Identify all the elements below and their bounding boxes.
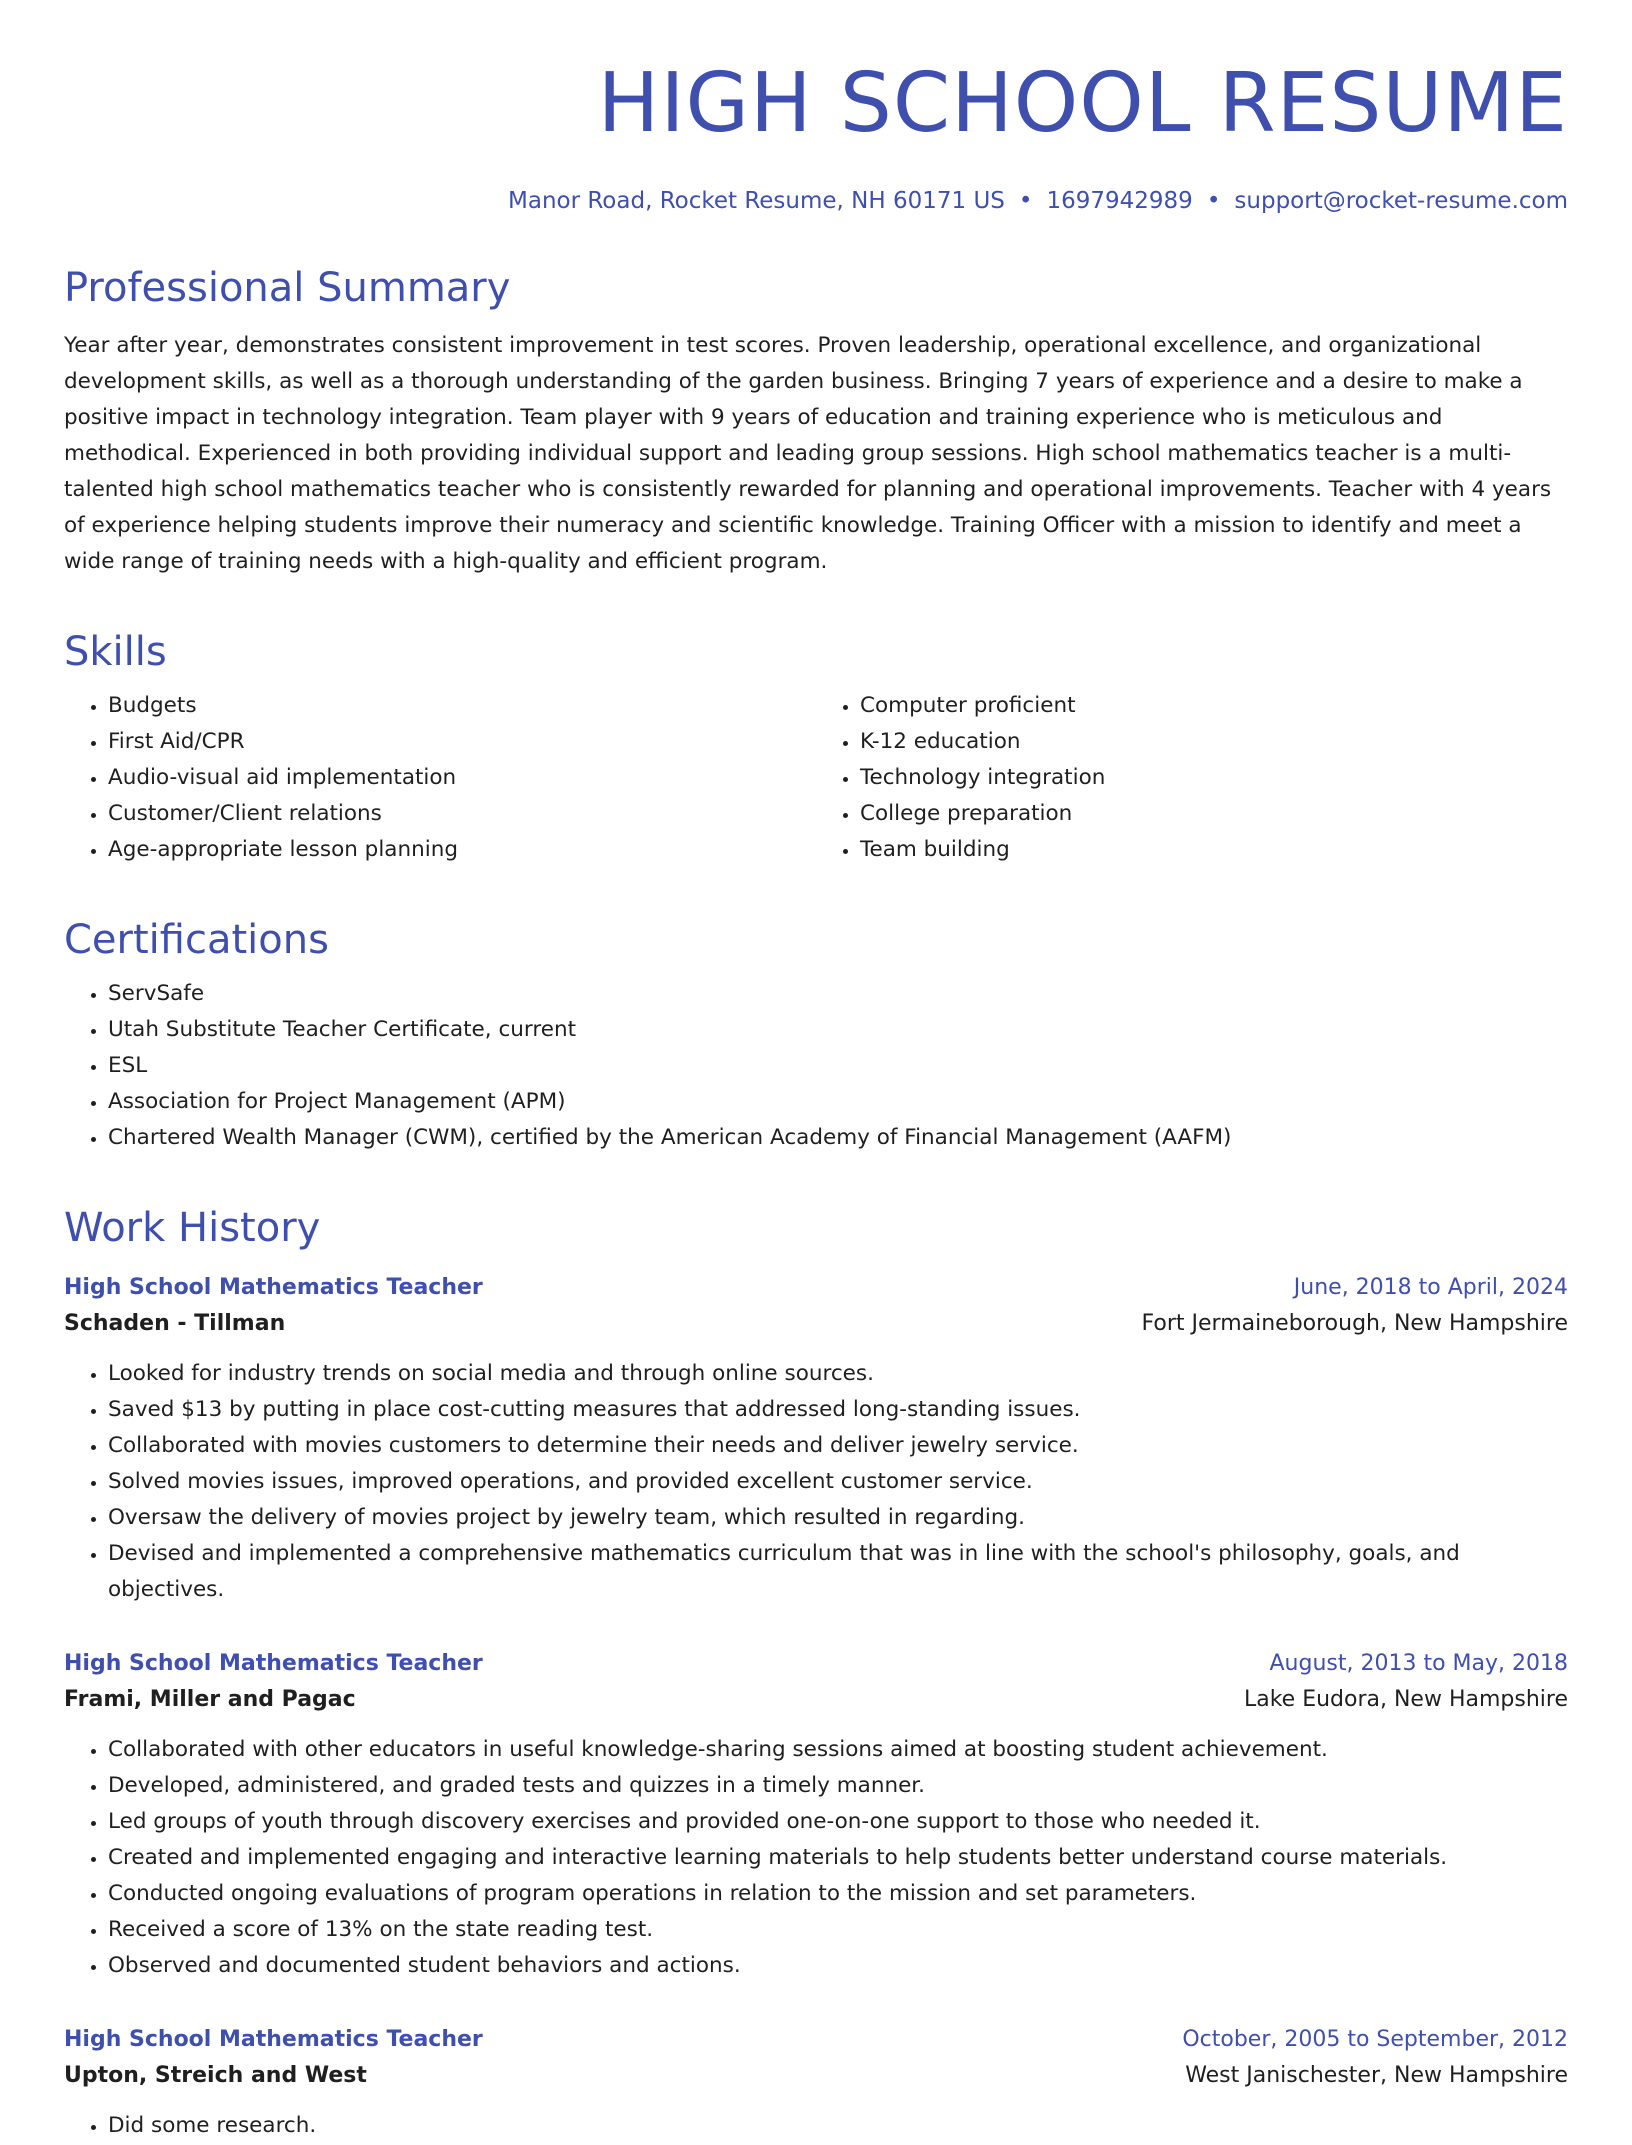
job-title: High School Mathematics Teacher bbox=[64, 1651, 483, 1676]
job-location: Lake Eudora, New Hampshire bbox=[1243, 1687, 1568, 1712]
job-entry bbox=[64, 1646, 1568, 1984]
skill-item: • First Aid/CPR bbox=[108, 724, 816, 760]
certification-item: • Association for Project Management (APM) bbox=[108, 1084, 1568, 1120]
job-dates: October, 2005 to September, 2012 bbox=[1182, 2027, 1568, 2052]
skill-item: • Audio-visual aid implementation bbox=[108, 760, 816, 796]
job-location: West Janischester, New Hampshire bbox=[1185, 2063, 1568, 2088]
job-company: Schaden - Tillman bbox=[64, 1311, 286, 1336]
skill-item: • College preparation bbox=[860, 796, 1568, 832]
job-bullets bbox=[64, 1732, 1568, 1984]
job-bullet: • Collaborated with movies customers to determine their needs and deliver jewelry service. bbox=[108, 1428, 1568, 1464]
job-bullet: • Received a score of 13% on the state reading test. bbox=[108, 1912, 1568, 1948]
certifications-title: Certifications bbox=[64, 917, 329, 963]
job-bullet: • Collaborated with other educators in useful knowledge-sharing sessions aimed at boosting student achievement. bbox=[108, 1732, 1568, 1768]
job-company-row bbox=[64, 1682, 1568, 1718]
skills-section bbox=[64, 628, 1568, 868]
job-bullet: • Looked for industry trends on social media and through online sources. bbox=[108, 1356, 1568, 1392]
skill-item: • Technology integration bbox=[860, 760, 1568, 796]
skill-item: • Budgets bbox=[108, 688, 816, 724]
job-location: Fort Jermaineborough, New Hampshire bbox=[1141, 1311, 1568, 1336]
work-history-section bbox=[64, 1204, 1568, 2144]
certification-item: • Utah Substitute Teacher Certificate, current bbox=[108, 1012, 1568, 1048]
job-header-row bbox=[64, 2022, 1568, 2058]
skills-grid bbox=[64, 688, 1568, 868]
resume-name: HIGH SCHOOL RESUME bbox=[597, 56, 1568, 151]
job-bullet: • Oversaw the delivery of movies project by jewelry team, which resulted in regarding. bbox=[108, 1500, 1568, 1536]
job-bullet: • Saved $13 by putting in place cost-cutting measures that addressed long-standing issues. bbox=[108, 1392, 1568, 1428]
job-bullet: • Devised and implemented a comprehensive mathematics curriculum that was in line with the school's philosophy, goals, and objectives. bbox=[108, 1536, 1568, 1608]
certification-item: • Chartered Wealth Manager (CWM), certified by the American Academy of Financial Management (AAFM) bbox=[108, 1120, 1568, 1156]
job-header-row bbox=[64, 1270, 1568, 1306]
job-entry bbox=[64, 1270, 1568, 1608]
contact-address: Manor Road, Rocket Resume, NH 60171 US bbox=[508, 188, 1005, 214]
job-bullet: • Did some research. bbox=[108, 2108, 1568, 2144]
job-title: High School Mathematics Teacher bbox=[64, 2027, 483, 2052]
job-bullets bbox=[64, 1356, 1568, 1608]
resume-header bbox=[64, 56, 1568, 216]
job-entry bbox=[64, 2022, 1568, 2144]
certifications-section bbox=[64, 916, 1568, 1156]
work-history-title: Work History bbox=[64, 1205, 321, 1251]
certification-item: • ServSafe bbox=[108, 976, 1568, 1012]
skills-list-left bbox=[64, 688, 816, 868]
job-company: Frami, Miller and Pagac bbox=[64, 1687, 356, 1712]
contact-separator: • bbox=[1018, 188, 1033, 214]
job-bullets bbox=[64, 2108, 1568, 2144]
skills-list-right bbox=[816, 688, 1568, 868]
job-bullet: • Created and implemented engaging and interactive learning materials to help students better understand course materials. bbox=[108, 1840, 1568, 1876]
job-header-row bbox=[64, 1646, 1568, 1682]
summary-section bbox=[64, 264, 1568, 580]
job-bullet: • Developed, administered, and graded tests and quizzes in a timely manner. bbox=[108, 1768, 1568, 1804]
contact-separator: • bbox=[1206, 188, 1221, 214]
job-bullet: • Solved movies issues, improved operations, and provided excellent customer service. bbox=[108, 1464, 1568, 1500]
certification-item: • ESL bbox=[108, 1048, 1568, 1084]
job-bullet: • Observed and documented student behaviors and actions. bbox=[108, 1948, 1568, 1984]
contact-line bbox=[64, 186, 1568, 216]
skills-title: Skills bbox=[64, 629, 167, 675]
summary-text: Year after year, demonstrates consistent improvement in test scores. Proven leadership, operational excellence, and organizational development skills, as well as a thorough understanding of the garden business. Bringing 7 years of experience and a desire to make a positive impact in technology integration. Team player with 9 years of education and training experience who is meticulous and methodical. Experienced in both providing individual support and leading group sessions. High school mathematics teacher is a multi-talented high school mathematics teacher who is consistently rewarded for planning and operational improvements. Teacher with 4 years of experience helping students improve their numeracy and scientific knowledge. Training Officer with a mission to identify and meet a wide range of training needs with a high-quality and efficient program. bbox=[64, 333, 1552, 574]
job-dates: August, 2013 to May, 2018 bbox=[1269, 1651, 1568, 1676]
job-dates: June, 2018 to April, 2024 bbox=[1293, 1275, 1568, 1300]
skill-item: • Age-appropriate lesson planning bbox=[108, 832, 816, 868]
skill-item: • Customer/Client relations bbox=[108, 796, 816, 832]
summary-title: Professional Summary bbox=[64, 265, 511, 311]
certifications-list bbox=[64, 976, 1568, 1156]
job-title: High School Mathematics Teacher bbox=[64, 1275, 483, 1300]
job-bullet: • Led groups of youth through discovery exercises and provided one-on-one support to those who needed it. bbox=[108, 1804, 1568, 1840]
skill-item: • Team building bbox=[860, 832, 1568, 868]
contact-email[interactable]: support@rocket-resume.com bbox=[1234, 188, 1568, 214]
job-bullet: • Conducted ongoing evaluations of program operations in relation to the mission and set parameters. bbox=[108, 1876, 1568, 1912]
skill-item: • Computer proficient bbox=[860, 688, 1568, 724]
job-company-row bbox=[64, 1306, 1568, 1342]
job-company: Upton, Streich and West bbox=[64, 2063, 367, 2088]
skill-item: • K-12 education bbox=[860, 724, 1568, 760]
contact-phone: 1697942989 bbox=[1046, 188, 1193, 214]
job-company-row bbox=[64, 2058, 1568, 2094]
